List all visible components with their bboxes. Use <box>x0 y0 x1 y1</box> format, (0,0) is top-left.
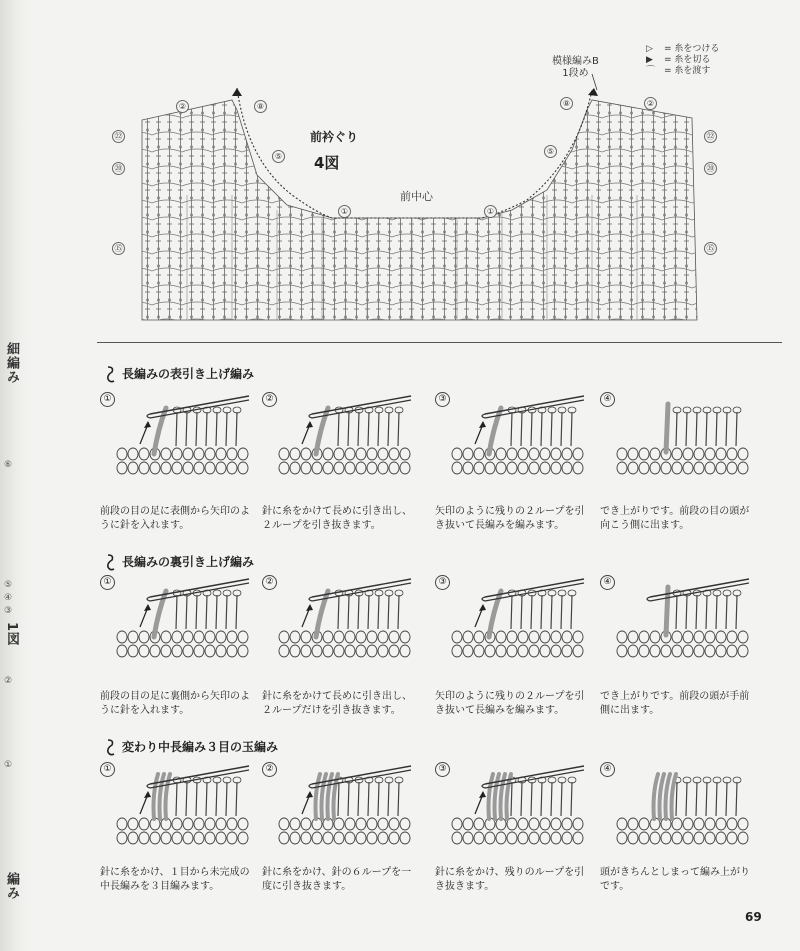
step-caption: 矢印のように残りの２ループを引き抜いて長編みを編みます。 <box>435 506 585 531</box>
step-number: ① <box>100 575 115 590</box>
section-title-front-post: 長編みの表引き上げ編み <box>104 365 254 384</box>
start-row-label: 模様編みB 1段め <box>552 56 599 79</box>
step-caption: でき上がりです。前段の目の頭が向こう側に出ます。 <box>600 506 750 531</box>
step-caption: 前段の目の足に表側から矢印のように針を入れます。 <box>100 506 250 531</box>
step-number: ② <box>262 392 277 407</box>
legend-attach-yarn: ▷ = 糸をつける <box>646 44 720 54</box>
row-marker: ① <box>338 205 351 218</box>
chart-title: 前衿ぐり <box>310 130 359 144</box>
step-number: ③ <box>435 575 450 590</box>
step-caption: 頭がきちんとしまって編み上がりです。 <box>600 867 750 892</box>
row-marker: ⑤ <box>272 150 285 163</box>
step-number: ③ <box>435 392 450 407</box>
step-number: ② <box>262 762 277 777</box>
row-marker: ⑳ <box>704 162 717 175</box>
spine-bottom-text: 編み <box>4 872 19 900</box>
row-marker: ⑮ <box>112 242 125 255</box>
spine-mark: ② <box>4 676 13 686</box>
stitch-illustration <box>449 577 589 677</box>
step-caption: 針に糸をかけ、残りのループを引き抜きます。 <box>435 867 585 892</box>
spine-mark: ⑥ <box>4 460 13 470</box>
legend-cut-yarn: ▶ = 糸を切る <box>646 55 711 65</box>
section-title-puff-stitch: 変わり中長編み３目の玉編み <box>104 738 278 757</box>
left-page-edge <box>0 0 30 951</box>
step-number: ④ <box>600 575 615 590</box>
stitch-illustration <box>449 394 589 494</box>
step-number: ③ <box>435 762 450 777</box>
spine-heading: 細編み <box>4 342 19 384</box>
hook-icon <box>104 366 118 384</box>
row-marker: ⑮ <box>704 242 717 255</box>
chart-legend <box>646 44 719 77</box>
row-marker: ① <box>484 205 497 218</box>
stitch-illustration <box>614 394 754 494</box>
row-marker: ⑤ <box>544 145 557 158</box>
spine-mark: ③ <box>4 606 13 616</box>
row-marker: ⑧ <box>560 97 573 110</box>
stitch-illustration <box>614 577 754 677</box>
step-caption: 針に糸をかけ、１目から未完成の中長編みを３目編みます。 <box>100 867 250 892</box>
row-marker: ⑧ <box>254 100 267 113</box>
spine-mark: ⑤ <box>4 580 13 590</box>
center-front-label: 前中心 <box>400 190 433 203</box>
chart-figure-number: 4図 <box>314 154 340 172</box>
page-number: 69 <box>745 910 762 924</box>
spine-mark: ① <box>4 760 13 770</box>
step-number: ④ <box>600 762 615 777</box>
row-marker: ⑳ <box>112 162 125 175</box>
hook-icon <box>104 554 118 572</box>
row-marker: ㉒ <box>112 130 125 143</box>
legend-carry-yarn: ⌒ = 糸を渡す <box>646 66 711 76</box>
stitch-illustration <box>276 394 416 494</box>
stitch-illustration <box>114 394 254 494</box>
stitch-illustration <box>276 764 416 864</box>
hook-icon <box>104 739 118 757</box>
step-number: ② <box>262 575 277 590</box>
step-caption: 矢印のように残りの２ループを引き抜いて長編みを編みます。 <box>435 691 585 716</box>
stitch-illustration <box>276 577 416 677</box>
stitch-illustration <box>614 764 754 864</box>
step-number: ① <box>100 762 115 777</box>
step-caption: でき上がりです。前段の頭が手前側に出ます。 <box>600 691 750 716</box>
step-number: ① <box>100 392 115 407</box>
row-marker: ② <box>644 97 657 110</box>
row-marker: ② <box>176 100 189 113</box>
stitch-illustration <box>114 577 254 677</box>
spine-figure-label: 1図 <box>4 622 19 647</box>
step-caption: 針に糸をかけて長めに引き出し、２ループを引き抜きます。 <box>262 506 412 531</box>
step-caption: 針に糸をかけ、針の６ループを一度に引き抜きます。 <box>262 867 412 892</box>
page <box>32 0 800 951</box>
section-title-back-post: 長編みの裏引き上げ編み <box>104 553 254 572</box>
stitch-illustration <box>114 764 254 864</box>
row-marker: ㉒ <box>704 130 717 143</box>
stitch-illustration <box>449 764 589 864</box>
step-number: ④ <box>600 392 615 407</box>
spine-mark: ④ <box>4 593 13 603</box>
section-divider <box>97 342 782 343</box>
step-caption: 針に糸をかけて長めに引き出し、２ループだけを引き抜きます。 <box>262 691 412 716</box>
step-caption: 前段の目の足に裏側から矢印のように針を入れます。 <box>100 691 250 716</box>
